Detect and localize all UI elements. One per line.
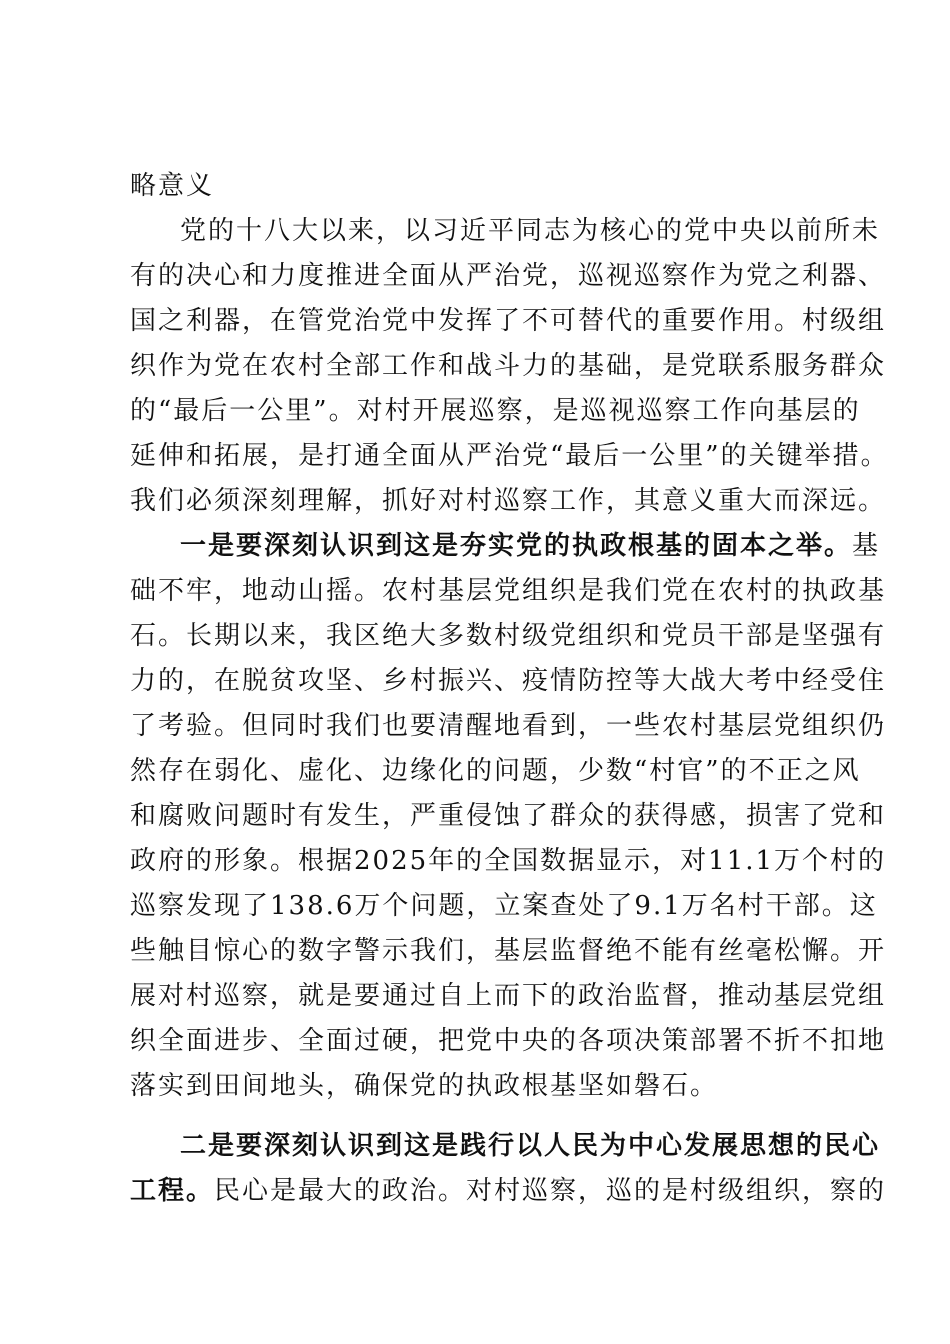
text-line: 的“最后一公里”。对村开展巡察，是巡视巡察工作向基层的: [130, 396, 861, 426]
text-line: 织全面进步、全面过硬，把党中央的各项决策部署不折不扣地: [130, 1026, 887, 1056]
text-line: 延伸和拓展，是打通全面从严治党“最后一公里”的关键举措。: [130, 441, 889, 471]
paragraph-heading-line: [130, 1173, 887, 1209]
text-line: 和腐败问题时有发生，严重侵蚀了群众的获得感，损害了党和: [130, 801, 887, 831]
text-line: 落实到田间地头，确保党的执政根基坚如磐石。: [130, 1071, 719, 1101]
text-line: 党的十八大以来，以习近平同志为核心的党中央以前所未: [180, 216, 881, 246]
text-line: 有的决心和力度推进全面从严治党，巡视巡察作为党之利器、: [130, 261, 887, 291]
text-line: 巡察发现了138.6万个问题，立案查处了9.1万名村干部。这: [130, 891, 878, 921]
text-line: 织作为党在农村全部工作和战斗力的基础，是党联系服务群众: [130, 351, 887, 381]
paragraph-heading-continued: 工程。: [130, 1176, 215, 1206]
text-line: 石。长期以来，我区绝大多数村级党组织和党员干部是坚强有: [130, 621, 887, 651]
text-line: 我们必须深刻理解，抓好对村巡察工作，其意义重大而深远。: [130, 486, 887, 516]
text-line: 力的，在脱贫攻坚、乡村振兴、疫情防控等大战大考中经受住: [130, 666, 887, 696]
text-line: 础不牢，地动山摇。农村基层党组织是我们党在农村的执政基: [130, 576, 887, 606]
paragraph-heading: 二是要深刻认识到这是践行以人民为中心发展思想的民心: [180, 1131, 881, 1161]
text-line: 些触目惊心的数字警示我们，基层监督绝不能有丝毫松懈。开: [130, 936, 887, 966]
text-fragment: 民心是最大的政治。对村巡察，巡的是村级组织，察的: [214, 1176, 887, 1206]
text-line: 政府的形象。根据2025年的全国数据显示，对11.1万个村的: [130, 846, 887, 876]
text-line: 国之利器，在管党治党中发挥了不可替代的重要作用。村级组: [130, 306, 887, 336]
text-line: 了考验。但同时我们也要清醒地看到，一些农村基层党组织仍: [130, 711, 887, 741]
text-line: 然存在弱化、虚化、边缘化的问题，少数“村官”的不正之风: [130, 756, 861, 786]
paragraph-heading: 一是要深刻认识到这是夯实党的执政根基的固本之举。: [180, 531, 853, 561]
paragraph-heading-line: [180, 528, 881, 564]
text-fragment: 基: [852, 531, 881, 561]
text-line: 展对村巡察，就是要通过自上而下的政治监督，推动基层党组: [130, 981, 887, 1011]
text-line: 略意义: [130, 171, 215, 201]
